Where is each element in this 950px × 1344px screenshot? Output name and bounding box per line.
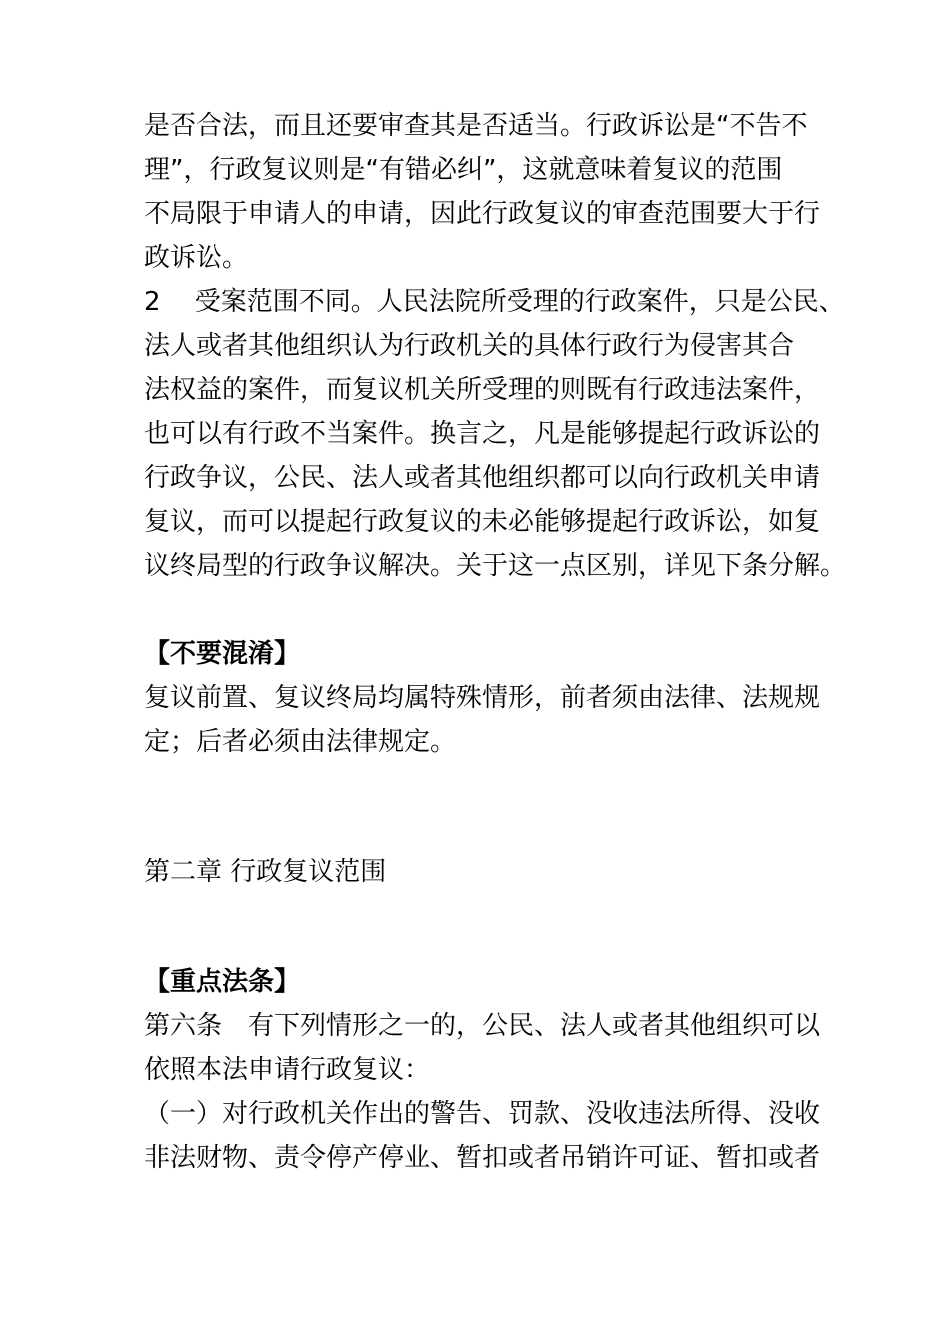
text-line: 依照本法申请行政复议： (144, 1055, 431, 1085)
text-line: 复议，而可以提起行政复议的未必能够提起行政诉讼，如复 (144, 507, 821, 537)
text-line: 法人或者其他组织认为行政机关的具体行政行为侵害其合 (144, 331, 795, 361)
text-line: 2 受案范围不同。人民法院所受理的行政案件，只是公民、 (144, 287, 845, 317)
text-line: 法权益的案件，而复议机关所受理的则既有行政违法案件， (144, 375, 821, 405)
text-line: 理”，行政复议则是“有错必纠”，这就意味着复议的范围 (144, 155, 783, 185)
text-line: （一）对行政机关作出的警告、罚款、没收违法所得、没收 (144, 1099, 821, 1129)
text-line: 复议前置、复议终局均属特殊情形，前者须由法律、法规规 (144, 683, 821, 713)
text-line: 政诉讼。 (144, 243, 249, 273)
text-line: 定；后者必须由法律规定。 (144, 727, 457, 757)
text-line: 是否合法，而且还要审查其是否适当。行政诉讼是“不告不 (144, 111, 808, 141)
chapter-title: 第二章 行政复议范围 (144, 857, 387, 887)
text-line: 不局限于申请人的申请，因此行政复议的审查范围要大于行 (144, 199, 821, 229)
text-line: 第六条 有下列情形之一的，公民、法人或者其他组织可以 (144, 1011, 821, 1041)
text-line: 非法财物、责令停产停业、暂扣或者吊销许可证、暂扣或者 (144, 1143, 821, 1173)
text-line: 议终局型的行政争议解决。关于这一点区别，详见下条分解。 (144, 551, 847, 581)
section-heading: 【重点法条】 (144, 967, 301, 997)
text-line: 行政争议，公民、法人或者其他组织都可以向行政机关申请 (144, 463, 821, 493)
text-line: 也可以有行政不当案件。换言之，凡是能够提起行政诉讼的 (144, 419, 821, 449)
section-heading: 【不要混淆】 (144, 639, 301, 669)
